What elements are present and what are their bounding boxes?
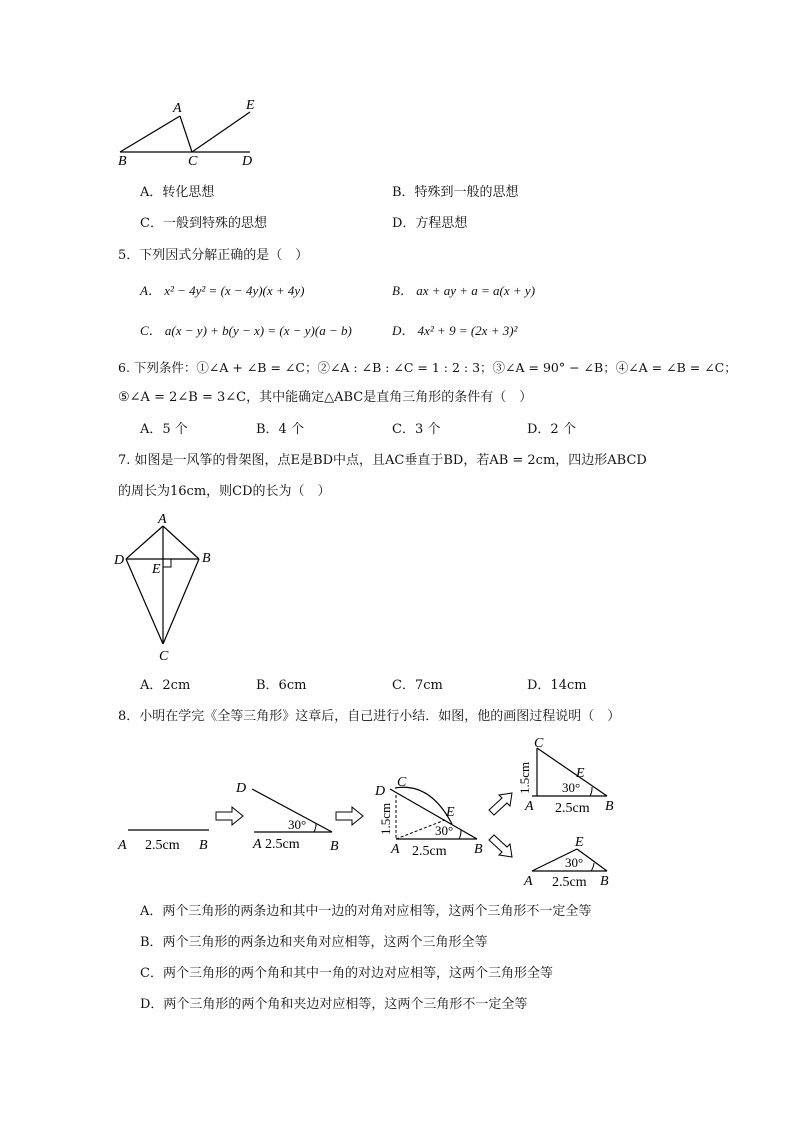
fig8-r1-angle: 30° bbox=[562, 780, 581, 795]
q5-option-b: B． ax + ay + a = a(x + y) bbox=[392, 283, 536, 298]
fig7-label-b: B bbox=[202, 551, 211, 566]
fig8-s3-label-e: E bbox=[446, 805, 455, 820]
q7-option-b: B．6cm bbox=[256, 678, 307, 693]
q8-option-b: B．两个三角形的两条边和夹角对应相等，这两个三角形全等 bbox=[140, 935, 488, 950]
q4-option-c: C．一般到特殊的思想 bbox=[140, 216, 267, 231]
fig4-label-a: A bbox=[173, 101, 182, 116]
fig4-label-d: D bbox=[242, 154, 253, 169]
figure-q8-construction bbox=[112, 732, 632, 892]
q8-stem: 8．小明在学完《全等三角形》这章后，自己进行小结．如图，他的画图过程说明（ ） bbox=[118, 709, 621, 724]
fig8-s3-label-c: C bbox=[397, 775, 407, 790]
fig8-r2-angle: 30° bbox=[565, 855, 584, 870]
q6-option-b: B．4 个 bbox=[256, 422, 304, 437]
fig8-r1-label-b: B bbox=[605, 799, 614, 814]
q7-option-d: D．14cm bbox=[527, 678, 587, 693]
fig8-r1-len: 2.5cm bbox=[555, 801, 590, 816]
fig8-r2-label-b: B bbox=[600, 874, 609, 889]
fig8-r1-len-bc: 1.5cm bbox=[517, 761, 532, 794]
fig8-r1-label-c: C bbox=[534, 736, 544, 751]
figure-q4-angles bbox=[110, 98, 280, 170]
fig7-label-e: E bbox=[152, 562, 161, 577]
q4-option-d: D．方程思想 bbox=[392, 216, 468, 231]
fig8-r1-label-e: E bbox=[576, 766, 585, 781]
fig7-label-d: D bbox=[114, 553, 125, 568]
q6-stem-line2: ⑤∠A = 2∠B = 3∠C，其中能确定△ABC是直角三角形的条件有（ ） bbox=[118, 390, 533, 405]
fig8-s2-label-d: D bbox=[236, 781, 247, 796]
q8-option-a: A．两个三角形的两条边和其中一边的对角对应相等，这两个三角形不一定全等 bbox=[140, 904, 592, 919]
fig4-label-c: C bbox=[188, 154, 198, 169]
fig8-s2-len: 2.5cm bbox=[265, 837, 300, 852]
fig8-s3-len: 2.5cm bbox=[412, 844, 447, 859]
fig8-s3-len-bc: 1.5cm bbox=[378, 802, 393, 835]
q7-stem-line1: 7. 如图是一风筝的骨架图，点E是BD中点，且AC垂直于BD，若AB = 2cm，四边形ABCD bbox=[118, 453, 647, 468]
fig8-s2-label-b: B bbox=[330, 839, 339, 854]
fig8-s1-label-b: B bbox=[199, 838, 208, 853]
fig8-s3-label-d: D bbox=[375, 784, 386, 799]
q8-option-d: D．两个三角形的两个角和夹边对应相等，这两个三角形不一定全等 bbox=[140, 997, 528, 1012]
q7-option-a: A．2cm bbox=[140, 678, 191, 693]
q6-option-a: A．5 个 bbox=[140, 422, 188, 437]
q4-option-a: A．转化思想 bbox=[140, 185, 215, 200]
q8-option-c: C．两个三角形的两个角和其中一角的对边对应相等，这两个三角形全等 bbox=[140, 966, 553, 981]
fig8-r2-label-e: E bbox=[575, 835, 584, 850]
q6-option-c: C．3 个 bbox=[392, 422, 441, 437]
q5-option-c: C． a(x − y) + b(y − x) = (x − y)(a − b) bbox=[140, 323, 352, 338]
q6-option-d: D．2 个 bbox=[527, 422, 576, 437]
fig8-r2-label-a: A bbox=[524, 874, 533, 889]
fig8-s1-label-a: A bbox=[118, 838, 127, 853]
fig7-label-a: A bbox=[158, 512, 167, 527]
fig8-s2-angle: 30° bbox=[288, 817, 307, 832]
fig8-s3-label-a: A bbox=[391, 842, 400, 857]
fig4-label-e: E bbox=[246, 98, 255, 113]
q7-option-c: C．7cm bbox=[392, 678, 443, 693]
fig8-s3-angle: 30° bbox=[435, 823, 454, 838]
q6-stem-line1: 6. 下列条件：①∠A + ∠B = ∠C；②∠A : ∠B : ∠C = 1 : 2 : 3；③∠A = 90° − ∠B；④∠A = ∠B = ∠C； bbox=[118, 360, 737, 375]
fig8-r1-label-a: A bbox=[525, 799, 534, 814]
fig7-label-c: C bbox=[159, 649, 169, 664]
q5-option-a: A． x² − 4y² = (x − 4y)(x + 4y) bbox=[140, 283, 305, 298]
figure-q7-kite bbox=[112, 510, 222, 662]
q4-option-b: B．特殊到一般的思想 bbox=[392, 185, 519, 200]
fig8-r2-len: 2.5cm bbox=[552, 875, 587, 890]
fig4-label-b: B bbox=[118, 154, 127, 169]
q5-stem: 5．下列因式分解正确的是（ ） bbox=[118, 248, 309, 263]
q5-option-d: D． 4x² + 9 = (2x + 3)² bbox=[392, 323, 518, 338]
fig8-s3-label-b: B bbox=[474, 842, 483, 857]
q7-stem-line2: 的周长为16cm，则CD的长为（ ） bbox=[118, 484, 331, 499]
fig8-s2-label-a: A bbox=[253, 837, 262, 852]
fig8-s1-len: 2.5cm bbox=[145, 838, 180, 853]
